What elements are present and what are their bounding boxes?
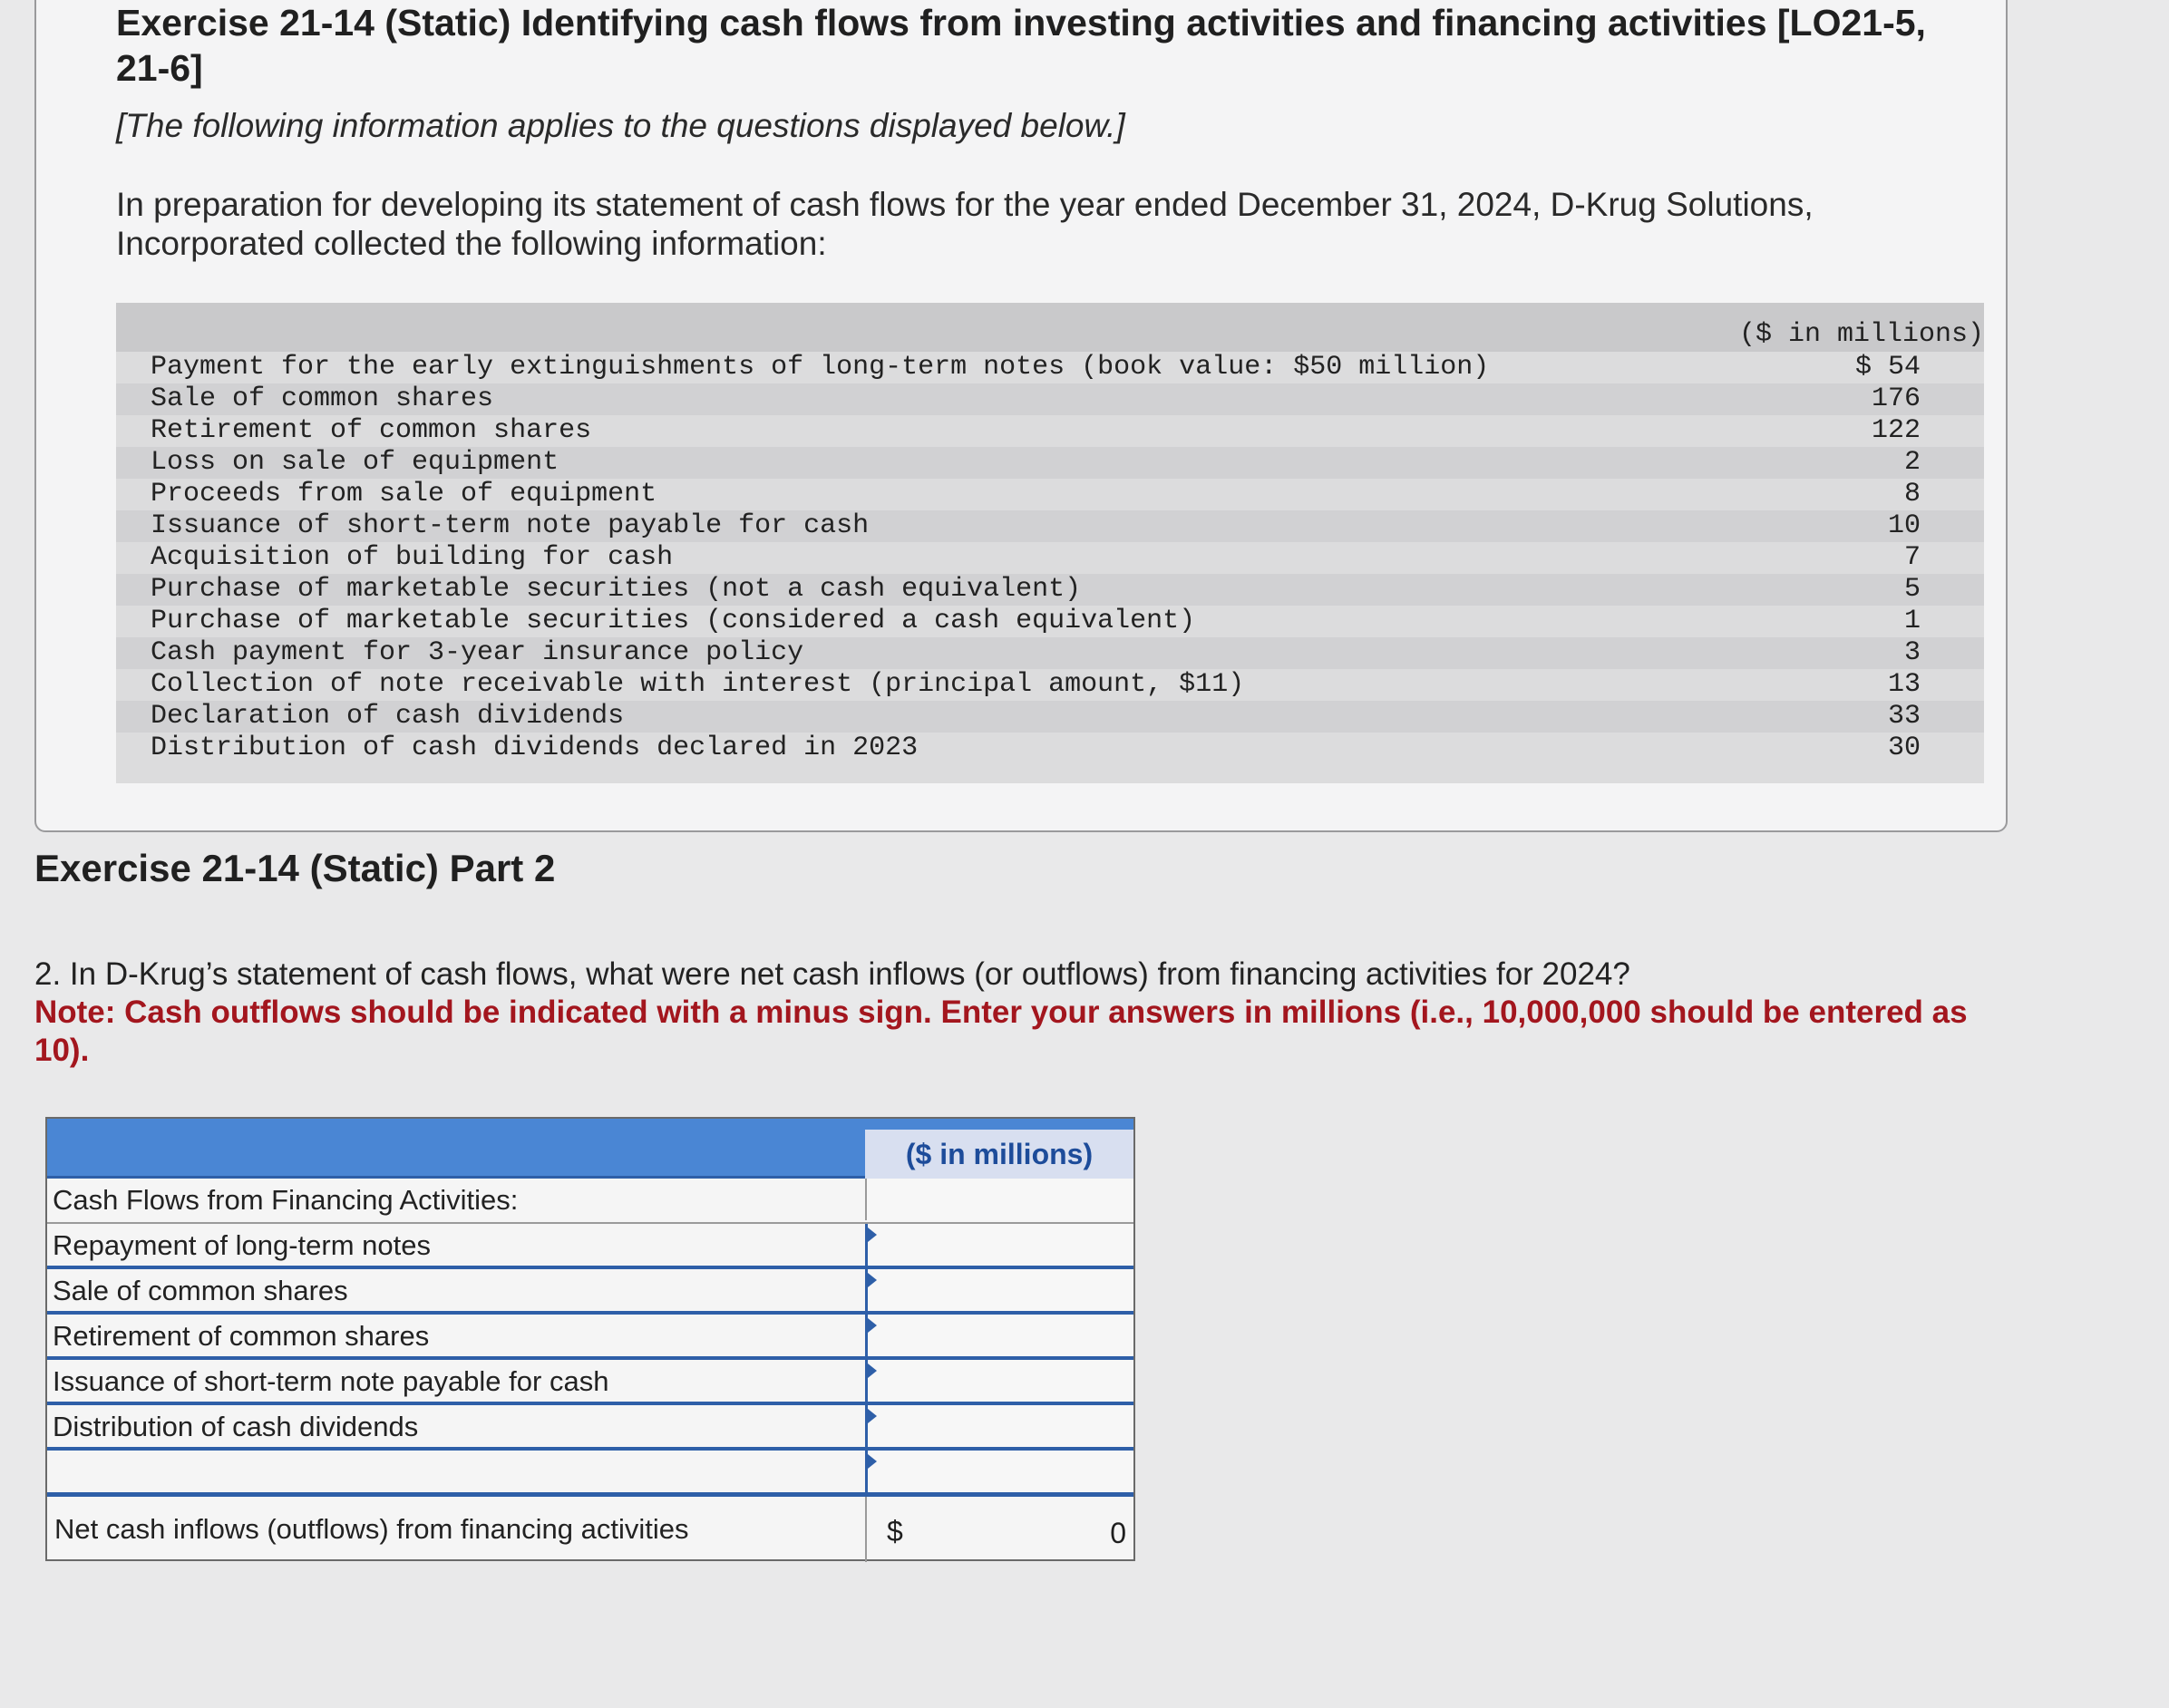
answer-row-label[interactable]: Repayment of long-term notes <box>53 1229 431 1261</box>
data-row <box>116 415 1984 447</box>
total-value-cell <box>865 1497 1133 1562</box>
data-row <box>116 447 1984 479</box>
data-row-label: Declaration of cash dividends <box>151 701 625 732</box>
section-label: Cash Flows from Financing Activities: <box>53 1184 519 1216</box>
answer-value-input[interactable] <box>865 1360 1133 1402</box>
answer-row <box>47 1405 1133 1451</box>
answer-units-header: ($ in millions) <box>865 1130 1133 1179</box>
data-row-amount: 5 <box>1903 574 1921 605</box>
data-row-amount: 1 <box>1903 606 1921 636</box>
answer-table <box>45 1117 1135 1561</box>
data-row <box>116 352 1984 383</box>
answer-table-header <box>47 1119 1133 1179</box>
answer-value-input[interactable] <box>865 1315 1133 1356</box>
data-row-label: Acquisition of building for cash <box>151 542 674 573</box>
data-row <box>116 637 1984 669</box>
data-row <box>116 383 1984 415</box>
data-row-label: Retirement of common shares <box>151 415 592 446</box>
data-row-amount: 122 <box>1871 415 1921 446</box>
data-row <box>116 733 1984 764</box>
data-row-label: Cash payment for 3-year insurance policy <box>151 637 804 668</box>
data-row-amount: 13 <box>1887 669 1921 700</box>
question-text: 2. In D-Krug’s statement of cash flows, what were net cash inflows (or outflows) from financing activities for 2024? <box>34 956 1630 992</box>
data-row-label: Loss on sale of equipment <box>151 447 559 478</box>
data-row-label: Distribution of cash dividends declared in 2023 <box>151 733 919 763</box>
total-row <box>47 1494 1133 1561</box>
answer-row-label[interactable]: Retirement of common shares <box>53 1320 430 1352</box>
answer-row <box>47 1315 1133 1360</box>
part-title: Exercise 21-14 (Static) Part 2 <box>34 847 556 889</box>
section-value-cell <box>865 1179 1133 1220</box>
data-row <box>116 574 1984 606</box>
data-row-amount: 33 <box>1887 701 1921 732</box>
data-row <box>116 606 1984 637</box>
data-row-amount: 30 <box>1887 733 1921 763</box>
answer-row <box>47 1269 1133 1315</box>
data-row-label: Proceeds from sale of equipment <box>151 479 657 509</box>
units-header: ($ in millions) <box>1738 319 1984 350</box>
data-row-amount: 7 <box>1903 542 1921 573</box>
exercise-title: Exercise 21-14 (Static) Identifying cash flows from investing activities and financing activities [LO21-5, 21-6] <box>116 2 1926 89</box>
answer-row <box>47 1360 1133 1405</box>
total-currency: $ <box>887 1515 903 1548</box>
total-label: Net cash inflows (outflows) from financing activities <box>54 1513 689 1545</box>
section-label-row <box>47 1179 1133 1224</box>
answer-value-input[interactable] <box>865 1269 1133 1311</box>
data-row-amount: 176 <box>1871 383 1921 414</box>
data-table-header <box>116 303 1984 352</box>
answer-row <box>47 1224 1133 1269</box>
data-row-label: Collection of note receivable with interest (principal amount, $11) <box>151 669 1245 700</box>
intro-text: In preparation for developing its statement of cash flows for the year ended December 31, 2024, D-Krug Solutions, Incorporated collected the following information: <box>116 186 1814 262</box>
data-row <box>116 479 1984 510</box>
data-row-amount: 8 <box>1903 479 1921 509</box>
data-row <box>116 542 1984 574</box>
data-row <box>116 669 1984 701</box>
data-row <box>116 510 1984 542</box>
answer-value-input[interactable] <box>865 1224 1133 1266</box>
answer-row-label[interactable]: Issuance of short-term note payable for cash <box>53 1365 609 1397</box>
data-row-amount: 3 <box>1903 637 1921 668</box>
info-data-table <box>116 303 1984 783</box>
answer-value-input[interactable] <box>865 1451 1133 1492</box>
note-text: Note: Cash outflows should be indicated with a minus sign. Enter your answers in millions (i.e., 10,000,000 should be entered as 10). <box>34 995 1968 1068</box>
data-row-label: Purchase of marketable securities (not a cash equivalent) <box>151 574 1082 605</box>
data-row <box>116 701 1984 733</box>
answer-row-label[interactable]: Sale of common shares <box>53 1275 348 1306</box>
data-row-amount: 10 <box>1887 510 1921 541</box>
data-row-label: Sale of common shares <box>151 383 494 414</box>
data-row-amount: 2 <box>1903 447 1921 478</box>
answer-value-input[interactable] <box>865 1405 1133 1447</box>
data-row-label: Payment for the early extinguishments of long-term notes (book value: $50 million) <box>151 352 1490 383</box>
total-value: 0 <box>1110 1517 1126 1549</box>
applies-note: [The following information applies to the questions displayed below.] <box>116 107 1125 144</box>
data-row-amount: $ 54 <box>1854 352 1921 383</box>
answer-row-label[interactable]: Distribution of cash dividends <box>53 1411 419 1442</box>
data-row-label: Purchase of marketable securities (considered a cash equivalent) <box>151 606 1196 636</box>
data-row-label: Issuance of short-term note payable for cash <box>151 510 870 541</box>
answer-row <box>47 1451 1133 1496</box>
